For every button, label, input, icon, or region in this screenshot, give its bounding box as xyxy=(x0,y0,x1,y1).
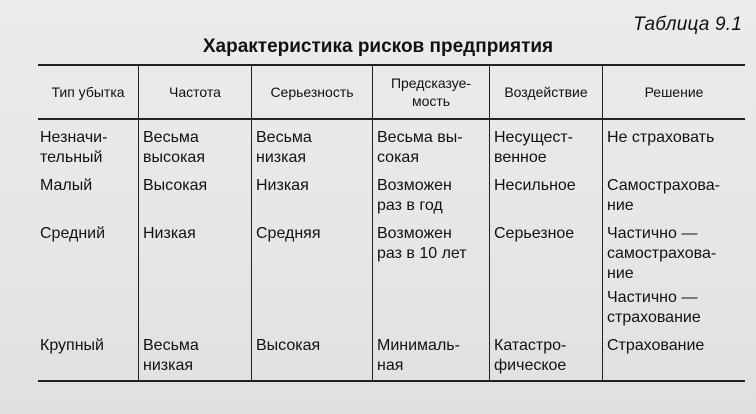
cell-impact: Несущест- венное xyxy=(490,119,603,176)
table-header xyxy=(38,65,745,119)
table-row xyxy=(38,176,745,224)
cell-predictability: Весьма вы- сокая xyxy=(373,119,490,176)
header-predictability: Предсказуе- мость xyxy=(373,65,490,119)
cell-solution: Страхование xyxy=(603,336,746,381)
table-number: Таблица 9.1 xyxy=(633,14,742,35)
cell-severity: Низкая xyxy=(252,176,373,224)
risk-table xyxy=(38,64,745,382)
cell-severity: Весьма низкая xyxy=(252,119,373,176)
cell-impact: Несильное xyxy=(490,176,603,224)
header-frequency: Частота xyxy=(139,65,252,119)
solution-part: Частично — страхование xyxy=(607,289,701,326)
header-loss-type: Тип убытка xyxy=(38,65,139,119)
cell-loss-type: Малый xyxy=(38,176,139,224)
cell-solution xyxy=(603,224,746,336)
table-title: Характеристика рисков предприятия xyxy=(202,36,554,57)
cell-predictability: Возможен раз в год xyxy=(373,176,490,224)
cell-predictability: Минималь- ная xyxy=(373,336,490,381)
solution-part: Частично — самострахова- ние xyxy=(607,225,717,282)
cell-frequency: Весьма низкая xyxy=(139,336,252,381)
header-severity: Серьезность xyxy=(252,65,373,119)
cell-frequency: Весьма высокая xyxy=(139,119,252,176)
cell-severity: Средняя xyxy=(252,224,373,336)
cell-loss-type: Крупный xyxy=(38,336,139,381)
cell-frequency: Высокая xyxy=(139,176,252,224)
cell-impact: Катастро- фическое xyxy=(490,336,603,381)
cell-loss-type: Средний xyxy=(38,224,139,336)
cell-solution: Самострахова- ние xyxy=(603,176,746,224)
table-body xyxy=(38,119,745,381)
cell-loss-type: Незначи- тельный xyxy=(38,119,139,176)
cell-solution: Не страховать xyxy=(603,119,746,176)
table-row xyxy=(38,119,745,176)
table-row xyxy=(38,336,745,381)
cell-severity: Высокая xyxy=(252,336,373,381)
header-solution: Решение xyxy=(603,65,746,119)
cell-frequency: Низкая xyxy=(139,224,252,336)
header-row xyxy=(38,65,745,119)
cell-impact: Серьезное xyxy=(490,224,603,336)
table-row xyxy=(38,224,745,336)
cell-predictability: Возможен раз в 10 лет xyxy=(373,224,490,336)
header-impact: Воздействие xyxy=(490,65,603,119)
